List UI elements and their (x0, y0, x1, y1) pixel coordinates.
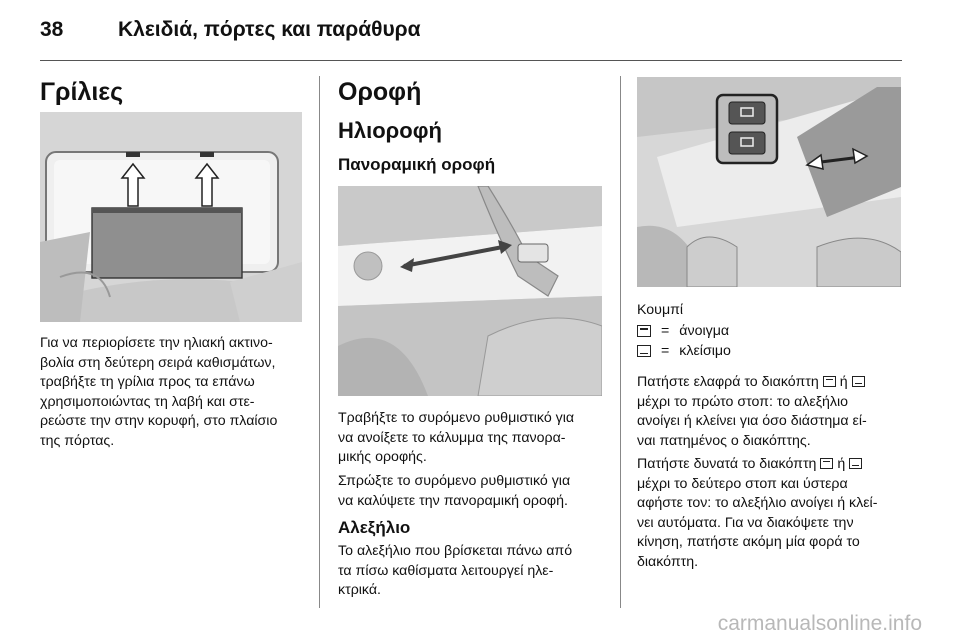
text-line: της πόρτας. (40, 432, 115, 449)
section-heading-roof: Οροφή (338, 78, 422, 106)
text-line: μέχρι το δεύτερο στοπ και ύστερα (637, 475, 848, 492)
button-legend (637, 321, 731, 361)
text-span: Πατήστε δυνατά το διακόπτη (637, 456, 817, 472)
panoramic-paragraph-2 (338, 472, 570, 511)
column-divider-1 (319, 76, 320, 608)
legend-label-close: κλείσιμο (679, 343, 731, 359)
text-line: διακόπτη. (637, 553, 699, 570)
strong-press-paragraph (637, 455, 877, 572)
text-line: ρεώστε την στην κορυφή, στο πλαίσιο (40, 413, 278, 429)
text-line: κτρικά. (338, 582, 381, 598)
legend-label-open: άνοιγμα (679, 323, 730, 339)
text-line: νει αυτόματα. Για να διακόψετε την (637, 514, 854, 531)
text-line: αφήστε τον: το αλεξήλιο ανοίγει ή κλεί- (637, 495, 878, 511)
legend-separator: = (661, 323, 670, 339)
text-line: μικής οροφής. (338, 449, 427, 465)
close-switch-icon (849, 458, 862, 469)
legend-separator: = (661, 343, 670, 359)
close-switch-icon (637, 345, 651, 357)
sunshade-paragraph (338, 542, 572, 601)
text-line: Το αλεξήλιο που βρίσκεται πάνω από (338, 543, 573, 559)
text-line: να ανοίξετε το κάλυμμα της πανορα- (338, 429, 566, 446)
text-span: ή (837, 456, 846, 472)
text-line: να καλύψετε την πανοραμική οροφή. (338, 492, 568, 509)
legend-row-open (637, 321, 731, 341)
text-line: Σπρώξτε το συρόμενο ρυθμιστικό για (338, 473, 571, 489)
text-line (637, 373, 867, 393)
sunshade-switch-illustration (637, 77, 901, 287)
open-switch-icon (820, 458, 833, 469)
blind-illustration (40, 112, 302, 322)
text-line: ναι πατημένος ο διακόπτης. (637, 432, 811, 449)
text-span: ή (839, 374, 848, 390)
header-rule (40, 60, 902, 61)
text-line: Για να περιορίσετε την ηλιακή ακτινο- (40, 335, 273, 351)
blinds-paragraph (40, 334, 277, 451)
text-line: τραβήξτε τη γρίλια προς τα επάνω (40, 374, 255, 390)
section-heading-blinds: Γρίλιες (40, 78, 124, 106)
legend-title: Κουμπί (637, 302, 684, 318)
light-press-paragraph (637, 373, 867, 451)
panoramic-roof-illustration (338, 186, 602, 396)
text-line: ανοίγει ή κλείνει για όσο διάστημα εί- (637, 413, 867, 429)
text-line (637, 455, 877, 475)
watermark: carmanualsonline.info (717, 612, 922, 635)
open-switch-icon (823, 376, 836, 387)
chapter-title: Κλειδιά, πόρτες και παράθυρα (118, 18, 421, 41)
text-line: μέχρι το πρώτο στοπ: το αλεξήλιο (637, 393, 849, 410)
subheading-panoramic-roof: Πανοραμική οροφή (338, 155, 496, 174)
text-line: κίνηση, πατήστε ακόμη μία φορά το (637, 534, 860, 550)
close-switch-icon (852, 376, 865, 387)
open-switch-icon (637, 325, 651, 337)
subheading-sunshade: Αλεξήλιο (338, 518, 411, 537)
panoramic-paragraph-1 (338, 409, 574, 468)
text-line: τα πίσω καθίσματα λειτουργεί ηλε- (338, 562, 554, 579)
text-line: Τραβήξτε το συρόμενο ρυθμιστικό για (338, 410, 575, 426)
column-divider-2 (620, 76, 621, 608)
subheading-sunroof: Ηλιοροφή (338, 118, 442, 143)
legend-row-close (637, 341, 731, 361)
text-line: βολία στη δεύτερη σειρά καθισμάτων, (40, 354, 276, 371)
text-span: Πατήστε ελαφρά το διακόπτη (637, 374, 819, 390)
text-line: χρησιμοποιώντας τη λαβή και στε- (40, 393, 255, 410)
page-number: 38 (40, 18, 64, 41)
